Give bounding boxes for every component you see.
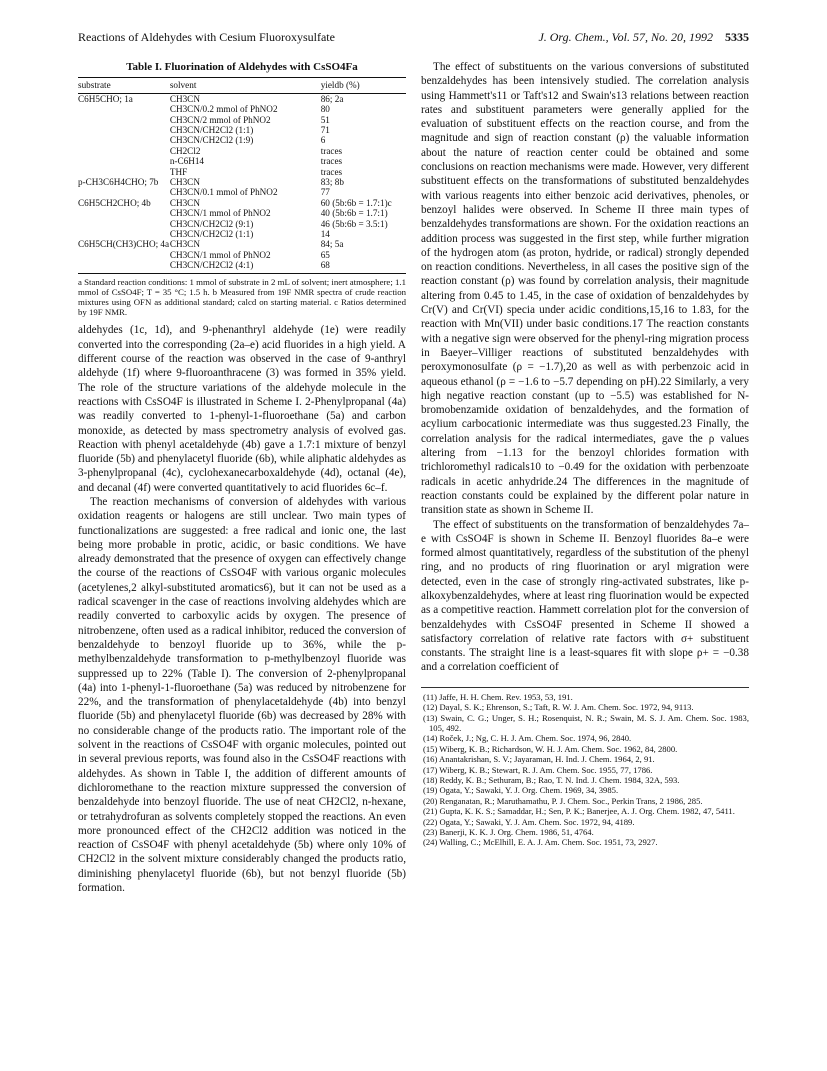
table-row [78, 229, 406, 239]
substrate-cell [78, 156, 170, 166]
table-title: Table I. Fluorination of Aldehydes with CsSO4Fa [126, 61, 358, 73]
solvent-cell: THF [169, 166, 188, 177]
yield-cell: traces [320, 156, 343, 167]
yield-cell: 71 [320, 124, 330, 135]
solvent-cell: CH3CN [169, 93, 200, 104]
substrate-cell [78, 125, 170, 135]
header-solvent: solvent [170, 78, 321, 93]
substrate-cell [78, 135, 170, 145]
table-row [78, 104, 406, 114]
solvent-cell: CH3CN [169, 197, 200, 208]
solvent-cell: CH3CN [169, 239, 200, 250]
substrate-cell [78, 104, 170, 114]
substrate-cell: p-CH3C6H4CHO; 7b [78, 176, 159, 187]
fluorination-table [78, 77, 406, 273]
running-head [78, 30, 749, 48]
reference-item: (23) Banerji, K. K. J. Org. Chem. 1986, 51, 4764. [423, 827, 594, 838]
reference-item: (21) Gupta, K. K. S.; Samaddar, H.; Sen, P. K.; Banerjee, A. J. Org. Chem. 1982, 47, 5411. [423, 806, 735, 817]
table-row [78, 93, 406, 104]
header-yield: yieldb (%) [321, 78, 406, 93]
table-row [78, 187, 406, 197]
yield-cell: 40 (5b:6b = 1.7:1) [320, 208, 388, 219]
solvent-cell: n-C6H14 [169, 156, 205, 167]
solvent-cell: CH2Cl2 [169, 145, 201, 156]
table-footnote: a Standard reaction conditions: 1 mmol of substrate in 2 mL of solvent; inert atmosphere; 1.1 mmol of CsSO4F; T = 35 °C; 1.5 h. b Measured from 19F NMR spectra of crude reaction mixtures using OFN as additional standard; calcd on starting material. c Ratios determined by 19F NMR. [78, 276, 406, 318]
substrate-cell [78, 208, 170, 218]
page-number: 5335 [725, 30, 749, 44]
yield-cell: 68 [321, 260, 406, 273]
substrate-cell [78, 115, 170, 125]
reference-item: (15) Wiberg, K. B.; Richardson, W. H. J. Am. Chem. Soc. 1962, 84, 2800. [423, 743, 678, 754]
yield-cell: 60 (5b:6b = 1.7:1)c [320, 197, 392, 208]
article-short-title: Reactions of Aldehydes with Cesium Fluoroxysulfate [78, 30, 335, 44]
table-header-row [78, 78, 406, 93]
reference-item: (22) Ogata, Y.; Sawaki, Y. J. Am. Chem. Soc. 1972, 94, 4189. [423, 816, 635, 827]
solvent-cell: CH3CN/CH2Cl2 (1:1) [169, 124, 254, 135]
solvent-cell: CH3CN/CH2Cl2 (1:1) [169, 228, 254, 239]
table-row [78, 239, 406, 249]
table-body [78, 93, 406, 273]
yield-cell: 65 [320, 249, 330, 260]
substrate-cell [78, 219, 170, 229]
substrate-cell [78, 167, 170, 177]
yield-cell: 80 [320, 104, 330, 115]
solvent-cell: CH3CN/1 mmol of PhNO2 [169, 208, 271, 219]
solvent-cell: CH3CN/0.1 mmol of PhNO2 [169, 187, 278, 198]
substrate-cell: C6H5CH(CH3)CHO; 4a [78, 239, 170, 250]
table-row [78, 177, 406, 187]
solvent-cell: CH3CN/CH2Cl2 (1:9) [169, 135, 254, 146]
solvent-cell: CH3CN/CH2Cl2 (4:1) [170, 260, 321, 273]
reference-item: (19) Ogata, Y.; Sawaki, Y. J. Org. Chem. 1969, 34, 3985. [423, 785, 619, 796]
yield-cell: 83; 8b [320, 176, 344, 187]
solvent-cell: CH3CN/2 mmol of PhNO2 [169, 114, 271, 125]
table-row [78, 156, 406, 166]
substrate-cell [78, 250, 170, 260]
journal-name: J. Org. Chem., [538, 30, 609, 44]
yield-cell: 51 [320, 114, 330, 125]
left-paragraph: aldehydes (1c, 1d), and 9-phenanthryl aldehyde (1e) were readily converted into the corresponding (2a–e) acid fluorides in a high yield. A different course of the reaction was observed in the case of 9-anthryl aldehyde (1f) where 9-fluoroanthracene (3) was formed in 35% yield. The role of the structure variations of the aldehyde molecule in the reactions with CsSO4F is illustrated in Scheme I. 2-Phenylpropanal (4a) was readily converted to 1-phenyl-1-fluoroethane (5a) and carbon monoxide, as detected by mass spectrometry analysis of evolved gas. Reaction with phenyl acetaldehyde (4b) gave a 1.7:1 mixture of benzyl fluoride (5b) and phenylacetyl fluoride (6b), while aliphatic aldehydes as 3-phenylpropanal (4c), cyclohexanecarboxaldehyde (4d), octanal (4e), and decanal (4f) were converted quantitatively to acid fluorides 6c–f. [78, 324, 406, 494]
substrate-cell: C6H5CHO; 1a [78, 93, 133, 104]
right-paragraph: The effect of substituents on the transformation of benzaldehydes 7a–e with CsSO4F is shown in Scheme II. Benzoyl fluorides 8a–e were formed almost quantitatively, regardless of the substitution of the phenyl ring, and no products of ring fluorination or aryl migration were detected, even in the case of strongly ring-activated substrates, like p-alkoxybenzaldehydes, where at least ring fluorination would be expected as a competitive reaction. Hammett correlation plot for the conversion of benzaldehydes with CsSO4F presented in Scheme II showed a satisfactory correlation of relative rate factors with σ+ substituent constants. The straight line is a least-squares fit with slope ρ+ = −0.38 and a correlation coefficient of [421, 518, 749, 674]
table-row [78, 198, 406, 208]
reference-item: (16) Anantakrishan, S. V.; Jayaraman, H. Ind. J. Chem. 1964, 2, 91. [423, 754, 655, 765]
header-substrate: substrate [78, 78, 170, 93]
reference-item: (20) Renganatan, R.; Maruthamathu, P. J. Chem. Soc., Perkin Trans, 2 1986, 285. [423, 795, 703, 806]
yield-cell: traces [320, 145, 343, 156]
reference-item: (11) Jaffe, H. H. Chem. Rev. 1953, 53, 191. [423, 691, 573, 702]
reference-item: (24) Walling, C.; McElhill, E. A. J. Am. Chem. Soc. 1951, 73, 2927. [423, 837, 658, 848]
substrate-cell [78, 260, 170, 273]
right-column [421, 60, 749, 848]
right-paragraph: The effect of substituents on the various conversions of substituted benzaldehydes has been intensively studied. The correlation analysis using Hammett's11 or Taft's12 and Swain's13 relations between reaction rates and substituent parameters were generally applied for the evaluation of substituent effects on the reaction course, and from the magnitude and sign of reaction constant (ρ) the valuable information about the nature of reaction center could be obtained and some conclusions on reaction mechanisms were made. However, very different substituent effects on the transformations of substituted benzaldehydes with various reagents into either benzoic acid derivatives, phenoles, or benzoyl halides were observed. In Scheme II three main types of benzaldehydes transformations are shown. For the oxidation reactions an addition process was suggested in the first step, while further migration of the hydrogen atom (as proton, hydride, or radical) strongly depended on reaction conditions. Nevertheless, in all cases the positive sign of the reaction constant (ρ) was found by correlation analysis, their magnitude altering from 0.45 to 1.45, in the case of oxidation of benzaldehydes by Cr(V) and Cr(VI) specia under acidic conditions,15,16 to 1.83, for the reaction with Mn(VII) under basic conditions.17 The reaction constants with a negative sign were observed for the phenyl-ring migration process in Baeyer–Villiger reactions of substituted benzaldehydes with peroxymonosulfate (ρ = −1.7),20 as well as with perbenzoic acid in aqueous ethanol (ρ = −1.6 to −5.7 depending on pH).22 Similarly, a very high negative reaction constant (up to −5.5) was established for N-bromobenzamide oxidation of benzaldehydes, and the formation of acylium carbocationic intermediate was thus suggested.23 Finally, the correlation analysis for the radical intermediates, gave the ρ values altering from −1.13 for the benzoyl chlorides formation with trichloromethyl radicals10 to −0.49 for the oxidation with perbenzoate radicals in acetic anhydride.24 The differences in the magnitude of reaction constants could be explained by the different polar nature in transition state as shown in Scheme II. [421, 61, 750, 517]
reference-item: (12) Dayal, S. K.; Ehrenson, S.; Taft, R. W. J. Am. Chem. Soc. 1972, 94, 9113. [423, 702, 694, 713]
table-row [78, 219, 406, 229]
reference-item: (14) Roček, J.; Ng, C. H. J. Am. Chem. Soc. 1974, 96, 2840. [423, 733, 632, 744]
table-row [78, 167, 406, 177]
table-row [78, 115, 406, 125]
left-column [78, 60, 406, 895]
table-row [78, 208, 406, 218]
substrate-cell [78, 229, 170, 239]
yield-cell: 6 [320, 135, 326, 146]
table-row [78, 146, 406, 156]
yield-cell: 14 [320, 228, 330, 239]
yield-cell: traces [320, 166, 343, 177]
solvent-cell: CH3CN [169, 176, 200, 187]
substrate-cell [78, 187, 170, 197]
yield-cell: 84; 5a [320, 239, 344, 250]
table-row [78, 135, 406, 145]
substrate-cell: C6H5CH2CHO; 4b [78, 197, 151, 208]
solvent-cell: CH3CN/CH2Cl2 (9:1) [169, 218, 254, 229]
reference-item: (18) Reddy, K. B.; Sethuram, B.; Rao, T. N. Ind. J. Chem. 1984, 32A, 593. [423, 775, 680, 786]
table-row [78, 125, 406, 135]
table-row [78, 250, 406, 260]
solvent-cell: CH3CN/1 mmol of PhNO2 [169, 249, 271, 260]
yield-cell: 46 (5b:6b = 3.5:1) [320, 218, 388, 229]
reference-item: (13) Swain, C. G.; Unger, S. H.; Rosenquist, N. R.; Swain, M. S. J. Am. Chem. Soc. 1983, 105, 492. [423, 712, 749, 733]
substrate-cell [78, 146, 170, 156]
journal-citation [538, 30, 749, 45]
yield-cell: 86; 2a [320, 93, 344, 104]
yield-cell: 77 [320, 187, 330, 198]
solvent-cell: CH3CN/0.2 mmol of PhNO2 [169, 104, 278, 115]
references-list [421, 687, 749, 848]
reference-item: (17) Wiberg, K. B.; Stewart, R. J. Am. Chem. Soc. 1955, 77, 1786. [423, 764, 653, 775]
table-row [78, 260, 406, 273]
journal-volume: Vol. 57, No. 20, 1992 [611, 30, 713, 44]
left-paragraph: The reaction mechanisms of conversion of aldehydes with various oxidation reagents or halogens are still unclear. Two main types of functionalizations are suggested: a free radical and ionic one, the last being more probable in protic, acidic, or basic conditions. We have already demonstrated that the presence of oxygen can effectively change the course of the reactions of CsSO4F with various organic molecules (acetylenes,2 alkyl-substituted aromatics6), but it can not be used as a radical scavenger in the case of reactions involving aldehydes which are readily converted to carboxylic acids by oxygen. The presence of nitrobenzene, often used as a radical inhibitor, reduced the conversion of benzaldehyde to benzoyl fluoride up to 36%, while the p-methylbenzaldehyde transformation to p-methylbenzoyl fluoride was suppressed up to 22% (Table I). The conversion of 2-phenylpropanal (4a) into 1-phenyl-1-fluoroethane (5a) was reduced by nitrobenzene for 22%, and the transformation of phenylacetaldehyde (4b) into benzyl fluoride (5b) and phenylacetyl fluoride (6b) was decreased by 28% with no considerable change of the products ratio. The important role of the solvent in the reactions of CsSO4F with organic molecules, pointed out in several previous reports, was found also in the CsSO4F reactions with aldehydes. As shown in Table I, the addition of different amounts of dichloromethane to the reaction mixture suppressed the conversion of benzaldehyde into benzoyl fluoride. The use of neat CH2Cl2, n-hexane, or tetrahydrofuran as solvents completely stopped the reactions. An even more pronounced effect of the CH2Cl2 addition was noticed in the reaction of CsSO4F with phenyl acetaldehyde (5b) where only 10% of CH2Cl2 in the solvent mixture considerably changed the products ratio, diminishing phenylacetyl fluoride (6b), but not benzyl fluoride (5b) formation. [78, 495, 406, 894]
